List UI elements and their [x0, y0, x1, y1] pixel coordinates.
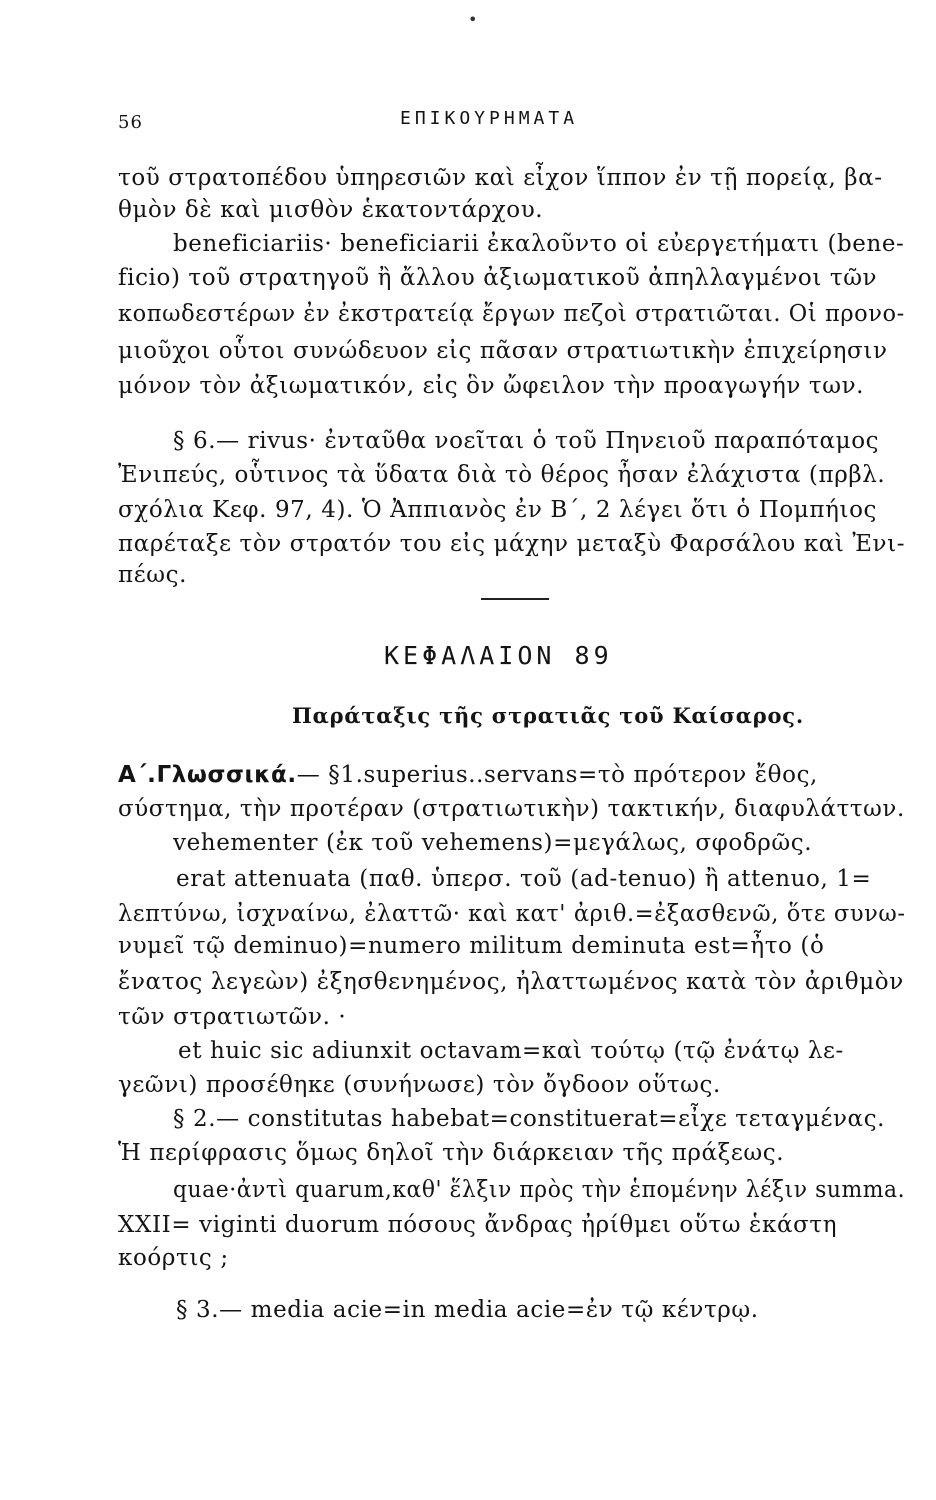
page-number: 56: [118, 112, 143, 133]
text-line: νυμεῖ τῷ deminuo)=numero militum deminuta est=ἦτο (ὁ: [118, 933, 825, 959]
text-line: μόνον τὸν ἀξιωματικόν, εἰς ὃν ὤφειλον τὴν προαγωγήν των.: [118, 373, 865, 399]
section-label-rest: — §1.superius..servans=τὸ πρότερον ἔθος,: [296, 762, 818, 788]
section-label: Α΄.Γλωσσικά.: [118, 762, 297, 788]
text-line: ἔνατος λεγεὼν) ἐξησθενημένος, ἠλαττωμένος κατὰ τὸν ἀριθμὸν: [118, 969, 904, 995]
section-divider: [481, 598, 549, 600]
chapter-subtitle: Παράταξις τῆς στρατιᾶς τοῦ Καίσαρος.: [292, 703, 804, 728]
text-line: παρέταξε τὸν στρατόν του εἰς μάχην μεταξὺ Φαρσάλου καὶ Ἐνι-: [118, 531, 906, 557]
running-title: ΕΠΙΚΟΥΡΗΜΑΤΑ: [400, 108, 579, 129]
text-line: τοῦ στρατοπέδου ὑπηρεσιῶν καὶ εἶχον ἵππον ἐν τῇ πορείᾳ, βα-: [118, 165, 883, 191]
text-line: [118, 761, 818, 789]
text-line: λεπτύνω, ἰσχναίνω, ἐλαττῶ· καὶ κατ' ἀριθ.=ἐξασθενῶ, ὅτε συνω-: [118, 901, 906, 927]
text-line: vehementer (ἐκ τοῦ vehemens)=μεγάλως, σφοδρῶς.: [173, 830, 813, 856]
text-line: κοπωδεστέρων ἐν ἐκστρατείᾳ ἔργων πεζοὶ στρατιῶται. Οἱ προνο-: [118, 301, 905, 327]
chapter-heading: ΚΕΦΑΛΑΙΟΝ 89: [384, 641, 613, 670]
text-line: σύστημα, τὴν προτέραν (στρατιωτικὴν) τακτικήν, διαφυλάττων.: [118, 796, 905, 822]
page-mark: •: [468, 10, 478, 29]
text-line: § 2.— constitutas habebat=constituerat=εἶχε τεταγμένας.: [173, 1106, 886, 1132]
text-line: XXII= viginti duorum πόσους ἄνδρας ἠρίθμει οὕτω ἑκάστη: [118, 1212, 838, 1238]
text-line: quae·ἀντὶ quarum,καθ' ἕλξιν πρὸς τὴν ἑπομένην λέξιν summa.: [173, 1177, 906, 1203]
text-line: θμὸν δὲ καὶ μισθὸν ἑκατοντάρχου.: [118, 197, 544, 223]
text-line: beneficiariis· beneficiarii ἐκαλοῦντο οἱ εὐεργετήματι (bene-: [173, 231, 905, 257]
text-line: et huic sic adiunxit octavam=καὶ τούτῳ (τῷ ἐνάτῳ λε-: [178, 1038, 844, 1064]
text-line: ficio) τοῦ στρατηγοῦ ἢ ἄλλου ἀξιωματικοῦ ἀπηλλαγμένοι τῶν: [118, 265, 878, 291]
text-line: πέως.: [118, 562, 187, 588]
text-line: erat attenuata (παθ. ὑπερσ. τοῦ (ad-tenuo) ἢ attenuo, 1=: [176, 866, 872, 892]
text-line: § 3.— media acie=in media acie=ἐν τῷ κέντρῳ.: [176, 1297, 759, 1323]
text-line: σχόλια Κεφ. 97, 4). Ὁ Ἀππιανὸς ἐν Β΄, 2 λέγει ὅτι ὁ Πομπήιος: [118, 497, 877, 523]
text-line: τῶν στρατιωτῶν. ·: [118, 1004, 347, 1030]
text-line: γεῶνι) προσέθηκε (συνήνωσε) τὸν ὄγδοον οὕτως.: [118, 1072, 721, 1098]
text-line: § 6.— rivus· ἐνταῦθα νοεῖται ὁ τοῦ Πηνειοῦ παραπόταμος: [173, 428, 880, 454]
text-line: Ἐνιπεύς, οὗτινος τὰ ὕδατα διὰ τὸ θέρος ἦσαν ἐλάχιστα (πρβλ.: [118, 462, 886, 488]
text-line: κοόρτις ;: [118, 1245, 229, 1271]
text-line: Ἡ περίφρασις ὅμως δηλοῖ τὴν διάρκειαν τῆς πράξεως.: [118, 1140, 785, 1166]
text-line: μιοῦχοι οὗτοι συνώδευον εἰς πᾶσαν στρατιωτικὴν ἐπιχείρησιν: [118, 338, 888, 364]
